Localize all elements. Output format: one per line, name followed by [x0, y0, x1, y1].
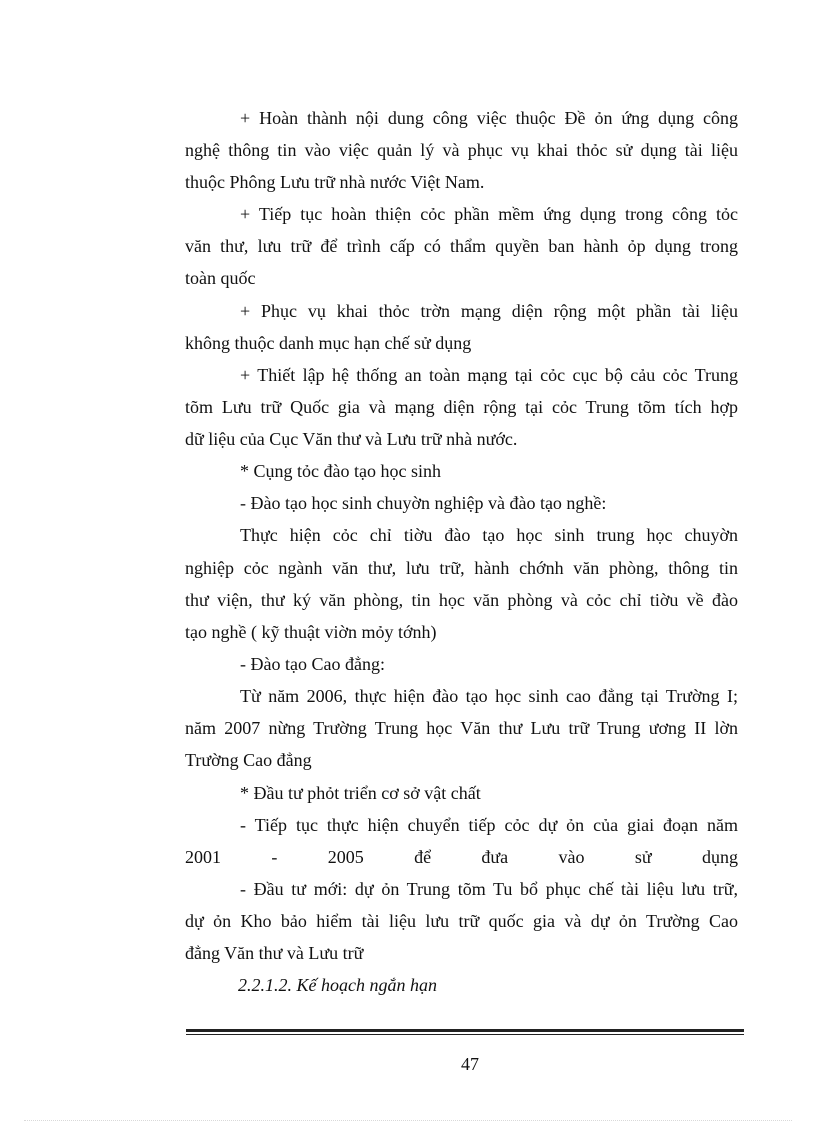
footer-rule — [186, 1029, 744, 1032]
text-line: năm 2007 nừng Trường Trung học Văn thư Lưu trữ Trung ương II lờn — [185, 718, 738, 738]
section-heading: * Cụng tỏc đào tạo học sinh — [240, 461, 441, 481]
text-line: thuộc Phông Lưu trữ nhà nước Việt Nam. — [185, 172, 485, 192]
text-line: - Tiếp tục thực hiện chuyển tiếp cỏc dự ỏn của giai đoạn năm — [240, 815, 738, 835]
text-line: không thuộc danh mục hạn chế sử dụng — [185, 333, 472, 353]
text-line: - Đầu tư mới: dự ỏn Trung tõm Tu bổ phục chế tài liệu lưu trữ, — [240, 879, 738, 899]
text-line: dữ liệu của Cục Văn thư và Lưu trữ nhà nước. — [185, 429, 518, 449]
text-line: + Phục vụ khai thỏc trờn mạng diện rộng một phần tài liệu — [240, 301, 738, 321]
section-heading: * Đầu tư phỏt triển cơ sở vật chất — [240, 783, 481, 803]
text-line: + Tiếp tục hoàn thiện cỏc phần mềm ứng dụng trong công tỏc — [240, 204, 738, 224]
text-line: + Thiết lập hệ thống an toàn mạng tại cỏc cục bộ cảu cỏc Trung — [240, 365, 738, 385]
text-line: tõm Lưu trữ Quốc gia và mạng diện rộng tại cỏc Trung tõm tích hợp — [185, 397, 738, 417]
text-line: văn thư, lưu trữ để trình cấp có thẩm quyền ban hành ỏp dụng trong — [185, 236, 738, 256]
text-line: toàn quốc — [185, 268, 256, 288]
text-line: Thực hiện cỏc chỉ tiờu đào tạo học sinh trung học chuyờn — [240, 525, 738, 545]
page-bottom-border — [24, 1120, 792, 1121]
text-line: + Hoàn thành nội dung công việc thuộc Đề ỏn ứng dụng công — [240, 108, 738, 128]
text-line: Trường Cao đẳng — [185, 750, 312, 770]
text-line: thư viện, thư ký văn phòng, tin học văn phòng và cỏc chỉ tiờu về đào — [185, 590, 738, 610]
text-line: Từ năm 2006, thực hiện đào tạo học sinh cao đẳng tại Trường I; — [240, 686, 738, 706]
subsection-title: 2.2.1.2. Kế hoạch ngắn hạn — [238, 975, 437, 995]
footer-rule-thin — [186, 1034, 744, 1035]
subsection-heading: - Đào tạo học sinh chuyờn nghiệp và đào tạo nghề: — [240, 493, 607, 513]
text-line: 2001 - 2005 để đưa vào sử dụng — [185, 847, 738, 867]
text-line: tạo nghề ( kỹ thuật viờn mỏy tớnh) — [185, 622, 437, 642]
text-line: nghiệp cỏc ngành văn thư, lưu trữ, hành chớnh văn phòng, thông tin — [185, 558, 738, 578]
text-line: đẳng Văn thư và Lưu trữ — [185, 943, 364, 963]
page-number: 47 — [461, 1054, 479, 1074]
text-line: dự ỏn Kho bảo hiểm tài liệu lưu trữ quốc gia và dự ỏn Trường Cao — [185, 911, 738, 931]
subsection-heading: - Đào tạo Cao đẳng: — [240, 654, 385, 674]
text-line: nghệ thông tin vào việc quản lý và phục vụ khai thỏc sử dụng tài liệu — [185, 140, 738, 160]
